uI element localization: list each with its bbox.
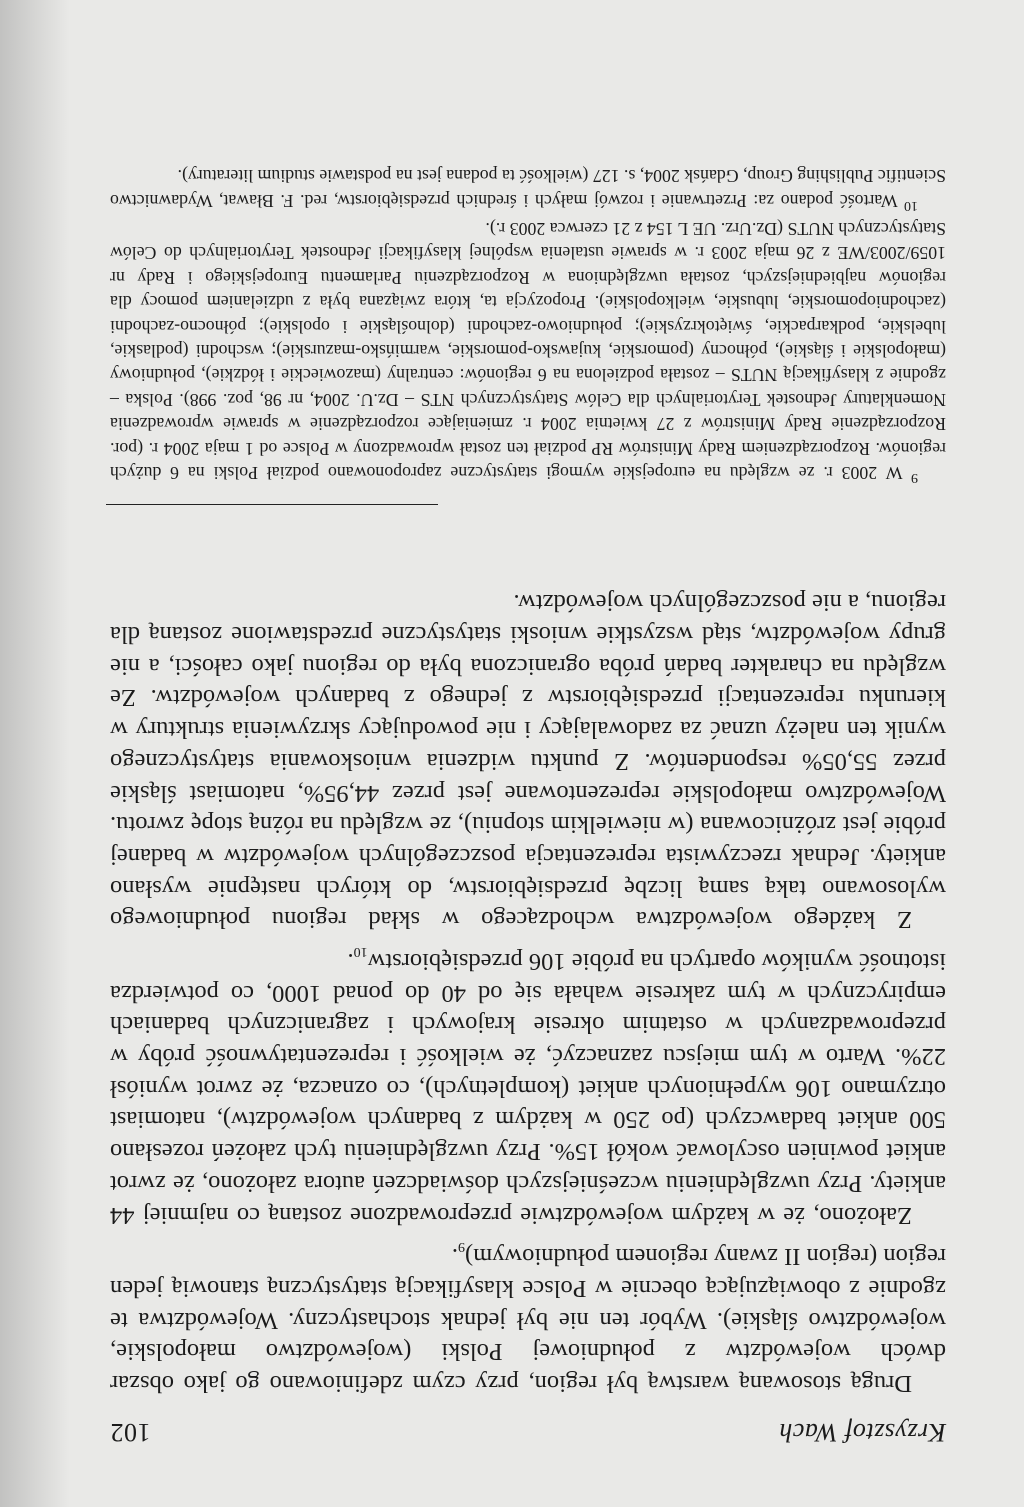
paragraph-representation-text: Z każdego województwa wchodzącego w skład regionu południowego wylosowano taką samą liczbę przedsiębiorstw, do których następnie wysłano ankiety. Jednak rzeczywista reprezentacja poszczególnych województw w badanej próbie jest zróżnicowana (w niewielkim stopniu), ze względu na różną stopę zwrotu. Województwo małopolskie reprezentowane jest przez 44,95%, natomiast śląskie przez 55,05% respondentów. Z punktu widzenia wnioskowania statystycznego wynik ten należy uznać za zadowalający i nie powodujący skrzywienia struktury w kierunku reprezentacji przedsiębiorstw z jednego z badanych województw. Ze względu na charakter badań próba ograniczona była do regionu jako całości, a nie grupy województw, stąd wszystkie wnioski statystyczne przedstawione zostaną dla regionu, a nie poszczególnych województw. xyxy=(110,589,946,934)
footnote-10-mark: 10 xyxy=(904,197,918,213)
footnote-10-text: Wartość podano za: Przetrwanie i rozwój małych i średnich przedsiębiorstw, red. F. Bławat, Wydawnictwo Scientific Publishing Group, Gdańsk 2004, s. 127 (wielkość ta podana jest na podstawie studium literatury). xyxy=(110,166,946,211)
footnote-9-mark: 9 xyxy=(911,470,918,485)
paragraph-region-end: . xyxy=(451,1243,458,1271)
footnotes xyxy=(110,164,946,489)
paragraph-sample xyxy=(110,935,946,1230)
page-edge-shadow xyxy=(0,0,70,1507)
paragraph-sample-text: Założono, że w każdym województwie przeprowadzone zostaną co najmniej 44 ankiety. Przy uwzględnieniu wcześniejszych doświadczeń autora założono, że zwrot ankiet powinien oscylować wokół 15%. Przy uwzględnieniu tych założeń rozesłano 500 ankiet badawczych (po 250 w każdym z badanych województw), natomiast otrzymano 106 wypełnionych ankiet (kompletnych), co oznacza, że zwrot wyniósł 22%. Warto w tym miejscu zaznaczyć, że wielkość i reprezentatywność próby w przeprowadzanych w ostatnim okresie krajowych i zagranicznych badaniach empirycznych w tym zakresie wahała się od 40 do ponad 1000, co potwierdza istotność wyników opartych na próbie 106 przedsiębiorstw xyxy=(110,947,946,1229)
footnote-separator xyxy=(106,504,438,505)
paragraph-representation xyxy=(110,587,946,936)
paragraph-region xyxy=(110,1231,946,1399)
footnote-ref-9: 9 xyxy=(457,1239,465,1255)
footnote-ref-10: 10 xyxy=(353,944,368,960)
footnote-9-text: W 2003 r. ze względu na europejskie wymogi statystyczne zaproponowano podział Polski na 6 dużych regionów. Rozporządzeniem Rady Ministrów RP podział ten został wprowadzony w Polsce od 1 maja 2004 r. (por. Rozporządzenie Rady Ministrów z 27 kwietnia 2004 r. zmieniające rozporządzenie w sprawie wprowadzenia Nomenklatury Jednostek Terytorialnych dla Celów Statystycznych NTS – Dz.U. 2004, nr 98, poz. 998). Polska – zgodnie z klasyfikacją NUTS – została podzielona na 6 regionów: centralny (mazowieckie i łódzkie), południowy (małopolskie i śląskie), północny (pomorskie, kujawsko-pomorskie, warmińsko-mazurskie); wschodni (podlaskie, lubelskie, podkarpackie, świętokrzyskie); południowo-zachodni (dolnośląskie i opolskie); północno-zachodni (zachodniopomorskie, lubuskie, wielkopolskie). Propozycja ta, która związana była z udzielaniem pomocy dla regionów najbiedniejszych, została uwzględniona w Rozporządzeniu Parlamentu Europejskiego i Rady nr 1059/2003/WE z 26 maja 2003 r. w sprawie ustalenia wspólnej klasyfikacji Jednostek Terytorialnych do Celów Statystycznych NUTS (Dz.Urz. UE L 154 z 21 czerwca 2003 r.). xyxy=(109,219,946,484)
paragraph-region-text: Drugą stosowaną warstwą był region, przy czym zdefiniowano go jako obszar dwóch województw z południowej Polski (województwo małopolskie, województwo śląskie). Wybór ten nie był jednak stochastyczny. Województwa te zgodnie z obowiązującą obecnie w Polsce klasyfikacją statystyczną stanowią jeden region (region II zwany regionem południowym) xyxy=(110,1243,946,1397)
page-number: 102 xyxy=(110,1418,151,1447)
footnote-9 xyxy=(110,217,946,489)
paragraph-sample-end: . xyxy=(347,947,354,975)
main-text xyxy=(110,587,946,1399)
running-head-author: Krzysztof Wach xyxy=(778,1418,946,1447)
footnote-10 xyxy=(110,164,946,217)
